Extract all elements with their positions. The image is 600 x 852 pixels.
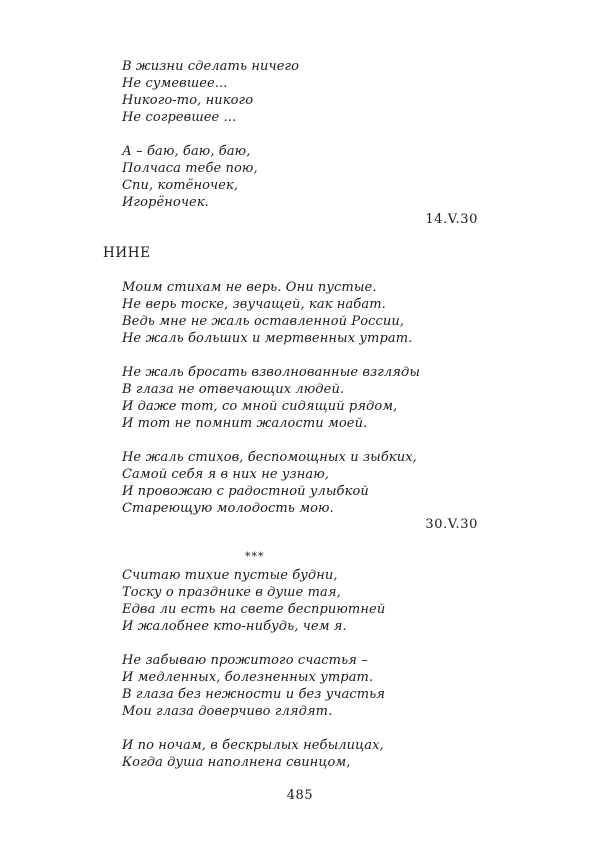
stanza-3 xyxy=(122,279,412,347)
stanza-4 xyxy=(122,364,420,432)
verse-line: Не жаль стихов, беспомощных и зыбких, xyxy=(122,450,417,465)
verse-line: Не жаль бросать взволнованные взгляды xyxy=(122,365,421,380)
verse-line: Не жаль больших и мертвенных утрат. xyxy=(122,331,413,346)
poem-date: 14.V.30 xyxy=(425,212,478,227)
stanza-2 xyxy=(122,143,258,211)
verse-line: Ведь мне не жаль оставленной России, xyxy=(122,314,405,329)
stanza-1 xyxy=(122,58,299,126)
verse-line: Самой себя я в них не узнаю, xyxy=(122,467,330,482)
verse-line: Считаю тихие пустые будни, xyxy=(122,568,338,583)
section-separator: *** xyxy=(245,550,265,563)
verse-line: Не верь тоске, звучащей, как набат. xyxy=(122,297,386,312)
poem-date: 30.V.30 xyxy=(425,517,478,532)
verse-line: Не сумевшее... xyxy=(122,76,228,91)
verse-line: И медленных, болезненных утрат. xyxy=(122,670,374,685)
verse-line: Тоску о празднике в душе тая, xyxy=(122,585,341,600)
verse-line: И жалобнее кто-нибудь, чем я. xyxy=(122,619,347,634)
stanza-7 xyxy=(122,652,385,720)
verse-line: Спи, котёночек, xyxy=(122,178,239,193)
verse-line: И даже тот, со мной сидящий рядом, xyxy=(122,399,398,414)
verse-line: Моим стихам не верь. Они пустые. xyxy=(122,280,377,295)
stanza-5 xyxy=(122,449,417,517)
verse-line: И тот не помнит жалости моей. xyxy=(122,416,368,431)
verse-line: Полчаса тебе пою, xyxy=(122,161,258,176)
verse-line: В жизни сделать ничего xyxy=(122,59,300,74)
verse-line: Никого-то, никого xyxy=(122,93,254,108)
verse-line: Игорёночек. xyxy=(122,195,209,210)
verse-line: А – баю, баю, баю, xyxy=(122,144,251,159)
verse-line: И по ночам, в бескрылых небылицах, xyxy=(122,738,384,753)
verse-line: Не забываю прожитого счастья – xyxy=(122,653,368,668)
verse-line: Мои глаза доверчиво глядят. xyxy=(122,704,333,719)
verse-line: В глаза без нежности и без участья xyxy=(122,687,386,702)
stanza-8 xyxy=(122,737,384,771)
verse-line: И провожаю с радостной улыбкой xyxy=(122,484,369,499)
stanza-6 xyxy=(122,567,385,635)
verse-line: Едва ли есть на свете бесприютней xyxy=(122,602,386,617)
page-number: 485 xyxy=(286,788,314,803)
verse-line: Не согревшее ... xyxy=(122,110,237,125)
verse-line: Стареющую молодость мою. xyxy=(122,501,334,516)
verse-line: В глаза не отвечающих людей. xyxy=(122,382,345,397)
poem-title: НИНЕ xyxy=(103,245,151,261)
verse-line: Когда душа наполнена свинцом, xyxy=(122,755,351,770)
